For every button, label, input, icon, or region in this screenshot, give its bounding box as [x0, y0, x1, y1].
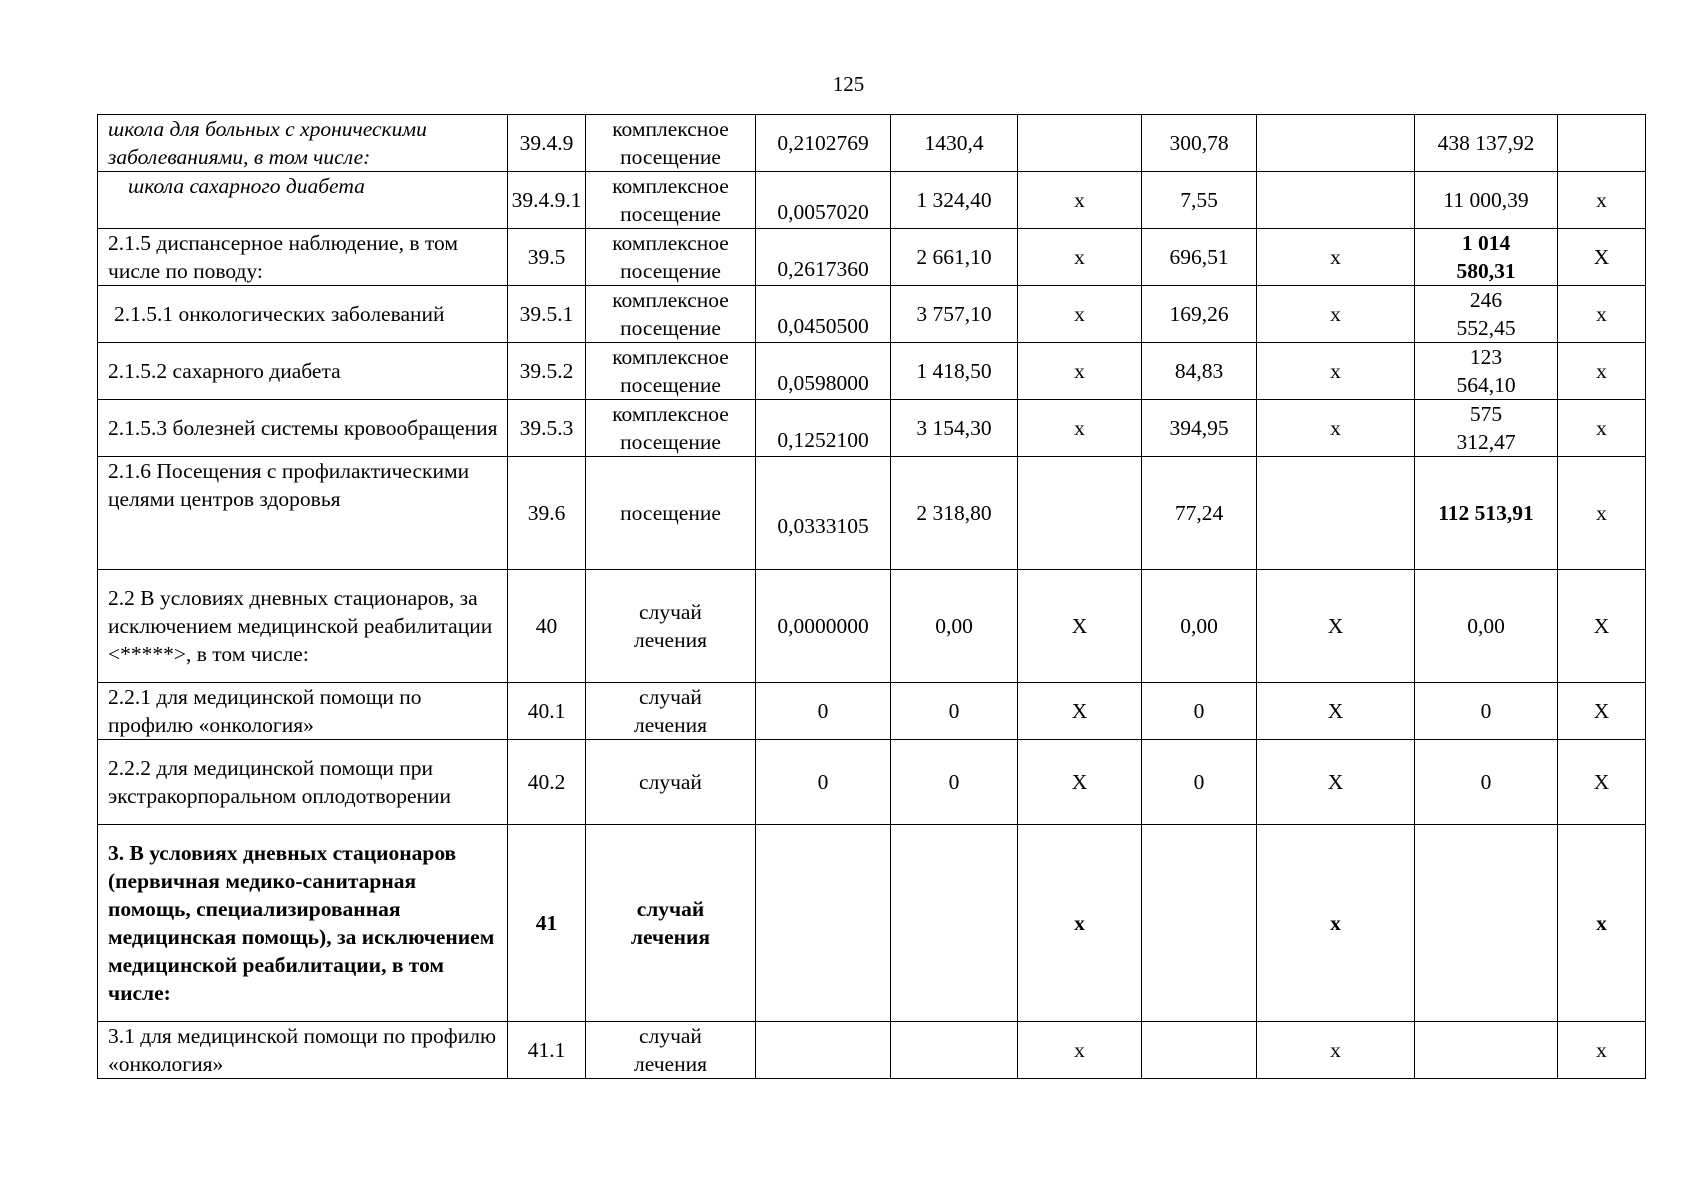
row-col6: х	[1018, 400, 1142, 457]
row-code: 41.1	[508, 1022, 586, 1079]
row-col9: 112 513,91	[1415, 457, 1558, 570]
table-row	[98, 570, 1646, 683]
row-col8: х	[1257, 1022, 1415, 1079]
row-col7: 696,51	[1142, 229, 1257, 286]
row-name: 2.1.5 диспансерное наблюдение, в том числе по поводу:	[98, 229, 508, 286]
row-coef: 0,0450500	[756, 286, 891, 343]
row-code: 39.6	[508, 457, 586, 570]
row-col10	[1558, 115, 1646, 172]
table-row	[98, 343, 1646, 400]
row-coef: 0,1252100	[756, 400, 891, 457]
row-col8: Х	[1257, 740, 1415, 825]
row-col8: Х	[1257, 683, 1415, 740]
row-unit: случай лечения	[586, 825, 756, 1022]
row-col8: х	[1257, 400, 1415, 457]
row-col10: х	[1558, 172, 1646, 229]
row-name: 2.2 В условиях дневных стационаров, за исключением медицинской реабилитации <*****>, в том числе:	[98, 570, 508, 683]
table-row	[98, 740, 1646, 825]
table-row	[98, 1022, 1646, 1079]
row-col7: 77,24	[1142, 457, 1257, 570]
row-code: 39.5.3	[508, 400, 586, 457]
financing-table	[97, 114, 1646, 1079]
row-col10: х	[1558, 343, 1646, 400]
row-col9: 123 564,10	[1415, 343, 1558, 400]
row-col8: х	[1257, 286, 1415, 343]
row-col10: х	[1558, 825, 1646, 1022]
row-col6: Х	[1018, 570, 1142, 683]
table-row	[98, 115, 1646, 172]
row-unit: комплексное посещение	[586, 286, 756, 343]
row-col9: 438 137,92	[1415, 115, 1558, 172]
row-name: 3. В условиях дневных стационаров (первичная медико-санитарная помощь, специализированная медицинская помощь), за исключением медицинской реабилитации, в том числе:	[98, 825, 508, 1022]
row-coef: 0	[756, 683, 891, 740]
row-col7: 169,26	[1142, 286, 1257, 343]
row-coef: 0,2617360	[756, 229, 891, 286]
row-cost	[891, 825, 1018, 1022]
row-col6: х	[1018, 825, 1142, 1022]
row-col10: Х	[1558, 740, 1646, 825]
table-row	[98, 457, 1646, 570]
row-coef: 0,0333105	[756, 457, 891, 570]
row-unit: случай лечения	[586, 570, 756, 683]
row-name: 2.2.2 для медицинской помощи при экстракорпоральном оплодотворении	[98, 740, 508, 825]
row-code: 39.4.9	[508, 115, 586, 172]
row-col7: 300,78	[1142, 115, 1257, 172]
row-code: 40	[508, 570, 586, 683]
row-coef: 0,0057020	[756, 172, 891, 229]
row-name: 2.1.5.2 сахарного диабета	[98, 343, 508, 400]
row-unit: комплексное посещение	[586, 343, 756, 400]
row-coef	[756, 1022, 891, 1079]
row-col9: 246 552,45	[1415, 286, 1558, 343]
row-col8	[1257, 115, 1415, 172]
row-col9: 1 014 580,31	[1415, 229, 1558, 286]
row-name: 2.1.5.3 болезней системы кровообращения	[98, 400, 508, 457]
row-coef	[756, 825, 891, 1022]
row-col9	[1415, 1022, 1558, 1079]
row-col8	[1257, 172, 1415, 229]
row-name: школа сахарного диабета	[98, 172, 508, 229]
row-cost: 3 154,30	[891, 400, 1018, 457]
row-col7	[1142, 825, 1257, 1022]
row-cost	[891, 1022, 1018, 1079]
table-row	[98, 683, 1646, 740]
page-number: 125	[832, 72, 865, 96]
row-col7: 84,83	[1142, 343, 1257, 400]
row-col6	[1018, 115, 1142, 172]
row-col9	[1415, 825, 1558, 1022]
row-col8	[1257, 457, 1415, 570]
table-row	[98, 172, 1646, 229]
row-cost: 0,00	[891, 570, 1018, 683]
row-unit: комплексное посещение	[586, 400, 756, 457]
row-col9: 11 000,39	[1415, 172, 1558, 229]
row-cost: 0	[891, 740, 1018, 825]
row-col7	[1142, 1022, 1257, 1079]
row-col9: 0	[1415, 683, 1558, 740]
row-col6	[1018, 457, 1142, 570]
row-col9: 575 312,47	[1415, 400, 1558, 457]
row-unit: случай лечения	[586, 1022, 756, 1079]
row-col7: 7,55	[1142, 172, 1257, 229]
row-cost: 3 757,10	[891, 286, 1018, 343]
table-row	[98, 825, 1646, 1022]
row-col7: 0	[1142, 740, 1257, 825]
table-row	[98, 400, 1646, 457]
row-unit: комплексное посещение	[586, 229, 756, 286]
row-code: 41	[508, 825, 586, 1022]
row-col10: х	[1558, 400, 1646, 457]
row-unit: посещение	[586, 457, 756, 570]
row-coef: 0,0598000	[756, 343, 891, 400]
row-coef: 0	[756, 740, 891, 825]
row-col10: х	[1558, 1022, 1646, 1079]
row-col6: Х	[1018, 740, 1142, 825]
table-row	[98, 229, 1646, 286]
row-col10: х	[1558, 457, 1646, 570]
row-col7: 0	[1142, 683, 1257, 740]
row-cost: 0	[891, 683, 1018, 740]
row-code: 39.4.9.1	[508, 172, 586, 229]
row-coef: 0,0000000	[756, 570, 891, 683]
row-col7: 394,95	[1142, 400, 1257, 457]
row-cost: 2 661,10	[891, 229, 1018, 286]
row-col8: х	[1257, 229, 1415, 286]
row-code: 39.5.1	[508, 286, 586, 343]
row-code: 40.2	[508, 740, 586, 825]
table-row	[98, 286, 1646, 343]
row-col9: 0,00	[1415, 570, 1558, 683]
row-col8: Х	[1257, 570, 1415, 683]
row-unit: комплексное посещение	[586, 115, 756, 172]
row-col10: Х	[1558, 683, 1646, 740]
row-code: 39.5.2	[508, 343, 586, 400]
row-col8: х	[1257, 343, 1415, 400]
row-name: 3.1 для медицинской помощи по профилю «онкология»	[98, 1022, 508, 1079]
row-unit: случай	[586, 740, 756, 825]
row-cost: 1 418,50	[891, 343, 1018, 400]
row-col7: 0,00	[1142, 570, 1257, 683]
row-col10: х	[1558, 286, 1646, 343]
row-col10: Х	[1558, 229, 1646, 286]
row-col6: х	[1018, 1022, 1142, 1079]
row-name: 2.1.5.1 онкологических заболеваний	[98, 286, 508, 343]
row-col9: 0	[1415, 740, 1558, 825]
row-code: 39.5	[508, 229, 586, 286]
row-name: школа для больных с хроническими заболеваниями, в том числе:	[98, 115, 508, 172]
row-name: 2.2.1 для медицинской помощи по профилю «онкология»	[98, 683, 508, 740]
row-cost: 1 324,40	[891, 172, 1018, 229]
row-col8: х	[1257, 825, 1415, 1022]
row-name: 2.1.6 Посещения с профилактическими целями центров здоровья	[98, 457, 508, 570]
row-col6: х	[1018, 286, 1142, 343]
row-coef: 0,2102769	[756, 115, 891, 172]
row-unit: случай лечения	[586, 683, 756, 740]
row-col6: Х	[1018, 683, 1142, 740]
row-unit: комплексное посещение	[586, 172, 756, 229]
row-col6: х	[1018, 343, 1142, 400]
row-col6: х	[1018, 229, 1142, 286]
row-col6: х	[1018, 172, 1142, 229]
row-cost: 2 318,80	[891, 457, 1018, 570]
row-code: 40.1	[508, 683, 586, 740]
row-col10: Х	[1558, 570, 1646, 683]
row-cost: 1430,4	[891, 115, 1018, 172]
